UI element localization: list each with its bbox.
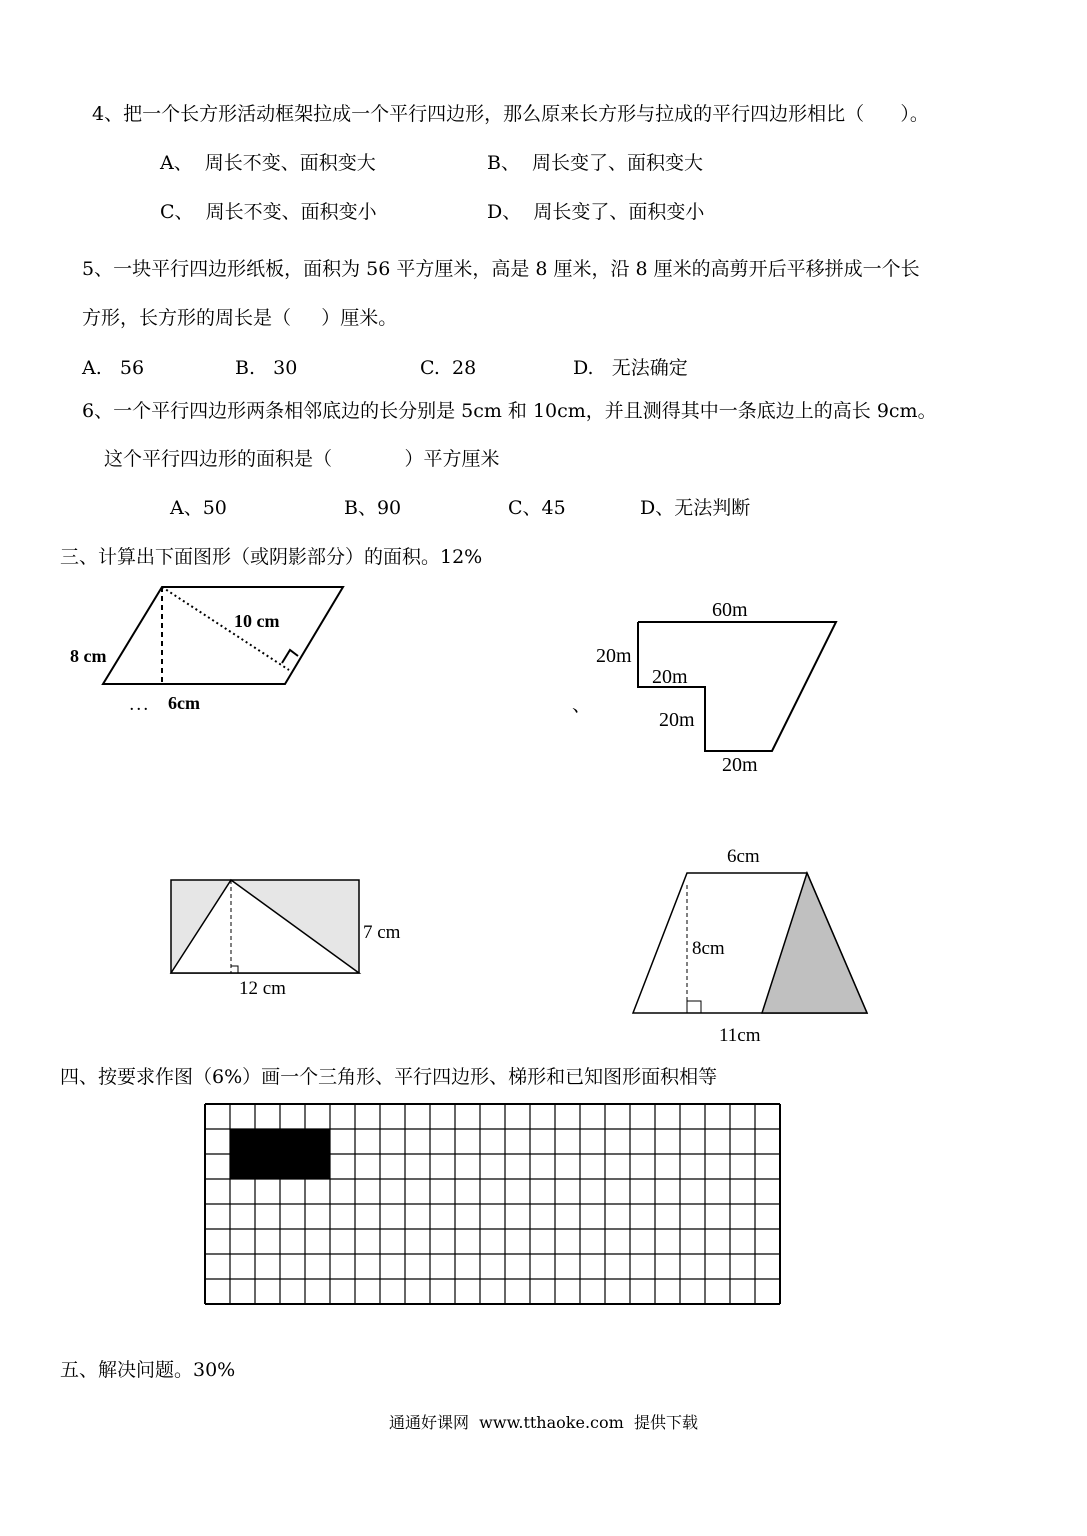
label-step-h: 20m [652,666,688,688]
figure-rectangle-triangle [160,868,420,1008]
q5-option-c: C. 28 [420,357,477,379]
label-height: 8cm [692,938,725,959]
label-dots: . . . [130,699,148,714]
label-base: 6cm [168,693,200,713]
q5-option-b: B. 30 [235,357,298,379]
right-angle-mark [282,650,298,663]
label-bottom: 20m [722,754,758,776]
figure-composite-shape [590,594,850,780]
label-height: 7 cm [363,922,401,943]
label-left: 20m [596,645,632,667]
q6-option-c: C、45 [508,497,566,519]
q6-option-d: D、无法判断 [640,497,751,519]
q4-option-a: A、 周长不变、面积变大 [160,152,376,174]
figure-parallelogram [60,578,360,718]
label-side: 8 cm [70,646,107,666]
label-width: 12 cm [239,978,286,999]
filled-cell [280,1154,305,1179]
q5-line2: 方形，长方形的周长是（ ）厘米。 [82,307,398,329]
filled-cell [280,1129,305,1154]
label-step-v: 20m [659,709,695,731]
parallelogram-outline [103,587,343,684]
q4-text: 4、把一个长方形活动框架拉成一个平行四边形，那么原来长方形与拉成的平行四边形相比（ ）。 [92,103,929,125]
q6-line2: 这个平行四边形的面积是（ ）平方厘米 [104,448,500,470]
filled-cell [305,1154,330,1179]
q5-option-d: D. 无法确定 [573,357,688,379]
q4-option-b: B、 周长变了、面积变大 [487,152,704,174]
q4-option-d: D、 周长变了、面积变小 [487,201,705,223]
label-top: 6cm [727,846,760,867]
shaded-triangle [762,873,867,1013]
filled-cell [230,1129,255,1154]
figure-trapezoid [625,840,875,1050]
q6-option-b: B、90 [344,497,402,519]
label-diagonal: 10 cm [234,611,280,631]
footer-credit: 通通好课网 www.tthaoke.com 提供下载 [389,1413,698,1432]
section3-title: 三、计算出下面图形（或阴影部分）的面积。12% [60,546,483,568]
filled-cell [230,1154,255,1179]
section5-title: 五、解决问题。30% [60,1359,236,1381]
filled-cell [255,1129,280,1154]
separator-mark: 、 [572,694,592,716]
label-top: 60m [712,599,748,621]
filled-cell [255,1154,280,1179]
q6-line1: 6、一个平行四边形两条相邻底边的长分别是 5cm 和 10cm，并且测得其中一条底边上的高长 9cm。 [82,400,937,422]
right-angle-mark [687,1001,701,1013]
q6-option-a: A、50 [170,497,227,519]
label-bottom: 11cm [719,1025,761,1046]
q4-option-c: C、 周长不变、面积变小 [160,201,377,223]
q5-option-a: A. 56 [82,357,145,379]
drawing-grid[interactable] [200,1100,784,1310]
filled-cell [305,1129,330,1154]
q5-line1: 5、一块平行四边形纸板，面积为 56 平方厘米，高是 8 厘米，沿 8 厘米的高剪开后平移拼成一个长 [82,258,920,280]
section4-title: 四、按要求作图（6%）画一个三角形、平行四边形、梯形和已知图形面积相等 [60,1066,718,1088]
